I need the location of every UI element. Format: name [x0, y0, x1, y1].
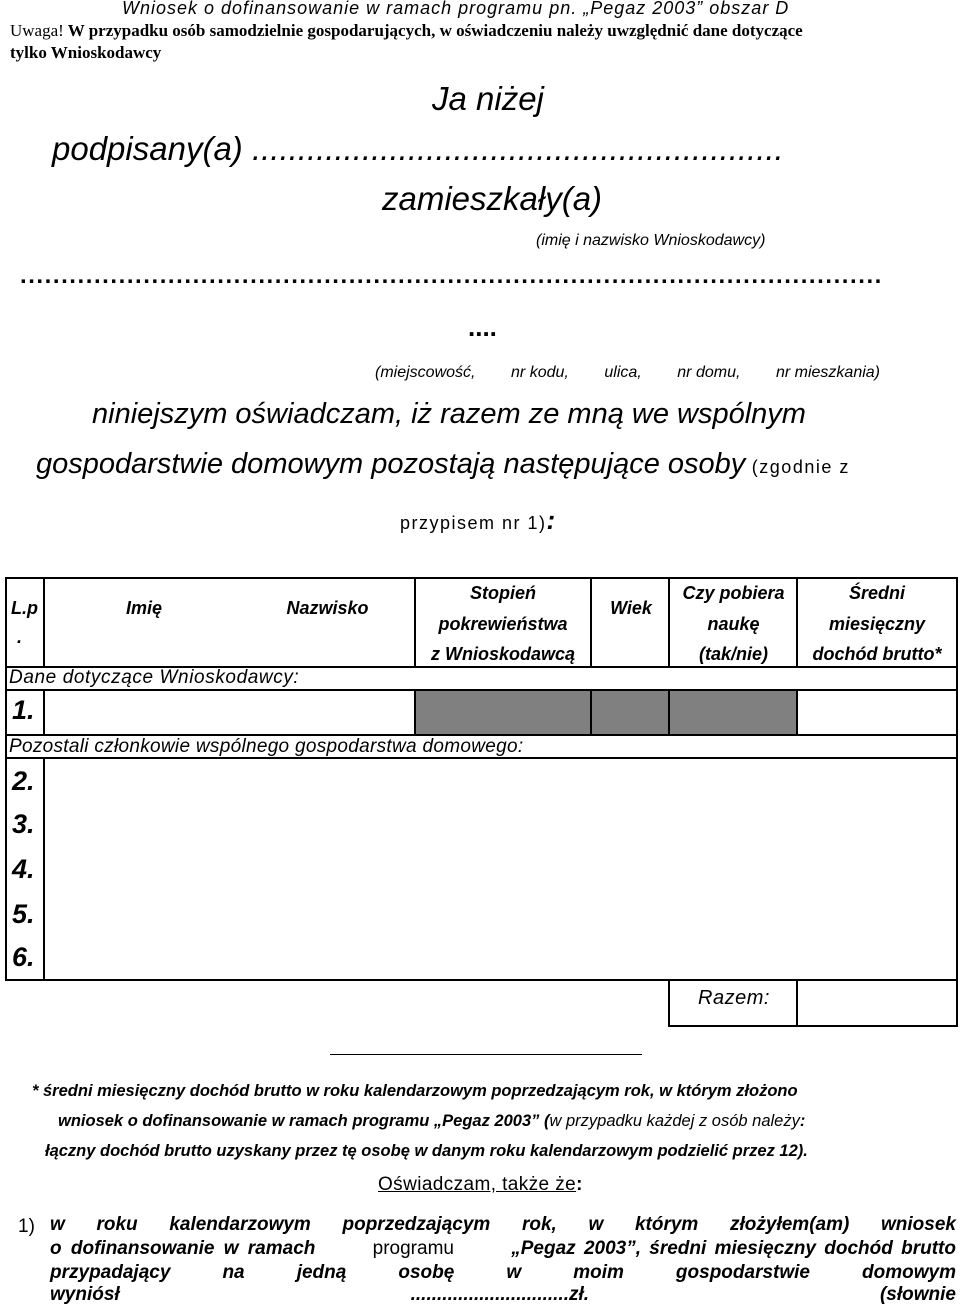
p1-line2-b: programu	[372, 1238, 454, 1259]
razem-mid-border	[796, 979, 798, 1027]
row-number: 3.	[12, 809, 35, 839]
header-imie: Imię	[125, 598, 163, 618]
address-dots: .........................................................................................................	[20, 262, 883, 289]
shaded-cell-wiek	[592, 690, 670, 735]
p1-word: jedną	[296, 1262, 347, 1283]
point-1-line-1	[50, 1214, 956, 1236]
footnote-star: *	[32, 1082, 39, 1100]
p1-word: wyniósł	[50, 1284, 120, 1305]
footnote-text-1: średni miesięczny dochód brutto w roku kalendarzowym poprzedzającym rok, w którym złożono	[38, 1082, 798, 1100]
razem-right-border	[956, 979, 958, 1027]
warning-line	[10, 21, 803, 41]
razem-left-border	[668, 979, 670, 1027]
podpisany-line: podpisany(a) ..........................................................	[52, 130, 784, 167]
header-stopien-3: z Wnioskodawcą	[430, 644, 576, 664]
p1-word: gospodarstwie	[675, 1262, 810, 1283]
hint-ulica: ulica,	[604, 364, 642, 381]
section-others-label: Pozostali członkowie wspólnego gospodarstwa domowego:	[9, 736, 524, 757]
razem-bottom-border	[668, 1025, 958, 1027]
row-number: 5.	[12, 899, 35, 929]
row-number: 1.	[12, 695, 35, 725]
header-wiek: Wiek	[610, 598, 652, 618]
row-number: 6.	[12, 942, 35, 972]
section-1-rule	[5, 689, 958, 691]
statement-line-3	[400, 505, 555, 536]
point-1-line-4	[50, 1284, 956, 1306]
point-1-line-2	[50, 1238, 956, 1260]
header-nauka-2: naukę	[707, 614, 760, 634]
p1-line2-c: „Pegaz 2003”, średni miesięczny dochód brutto	[511, 1238, 956, 1259]
p1-line2-a: o dofinansowanie w ramach	[50, 1238, 316, 1259]
p1-word: domowym	[862, 1262, 956, 1283]
p1-word: wniosek	[880, 1214, 956, 1235]
shaded-cell-nauka	[670, 690, 797, 735]
footnote-line-3: łączny dochód brutto uzyskany przez tę osobę w danym roku kalendarzowym podzielić przez 12).	[45, 1142, 808, 1160]
p1-word: osobę	[398, 1262, 455, 1283]
row-number: 2.	[12, 766, 35, 796]
statement-line-1: niniejszym oświadczam, iż razem ze mną we wspólnym	[92, 398, 806, 430]
razem-label: Razem:	[698, 987, 770, 1009]
table-bottom-rule	[5, 979, 958, 981]
hint-nr-kodu: nr kodu,	[511, 364, 569, 381]
oswiadczam-label: Oświadczam, także że	[378, 1174, 577, 1195]
section-applicant-label: Dane dotyczące Wnioskodawcy:	[9, 667, 300, 688]
warning-text: W przypadku osób samodzielnie gospodarujących, w oświadczeniu należy uwzględnić dane dotyczące	[63, 21, 803, 40]
header-lp: L.p	[11, 598, 38, 618]
header-nauka-1: Czy pobiera	[682, 583, 785, 603]
header-nazwisko: Nazwisko	[286, 598, 369, 618]
header-stopien-2: pokrewieństwa	[438, 614, 568, 634]
p1-word: na	[222, 1262, 245, 1283]
oswiadczam-colon: :	[576, 1174, 583, 1195]
footnote-text-2c: :	[799, 1112, 806, 1130]
p1-word: złożyłem(am)	[730, 1214, 850, 1235]
footnote-separator	[330, 1054, 642, 1055]
statement-line-2-text: gospodarstwie domowym pozostają następujące osoby	[36, 448, 746, 480]
hint-nr-domu: nr domu,	[677, 364, 741, 381]
p1-word: roku	[96, 1214, 138, 1235]
row1-line-shade-mid2	[668, 689, 670, 736]
shaded-cell-stopien	[415, 690, 592, 735]
p1-word: (słownie	[879, 1284, 956, 1305]
p1-word: przypadający	[50, 1262, 171, 1283]
footnote-text-2a: wniosek o dofinansowanie w ramach programu „Pegaz 2003” (	[58, 1112, 550, 1130]
warning-label: Uwaga!	[10, 21, 64, 40]
hint-miejscowosc: (miejscowość,	[375, 364, 476, 381]
oswiadczam-line	[378, 1174, 583, 1196]
statement-przypis: przypisem nr 1)	[400, 513, 547, 533]
hint-nr-mieszkania: nr mieszkania)	[775, 364, 880, 381]
form-title: Wniosek o dofinansowanie w ramach programu pn. „Pegaz 2003” obszar D	[122, 0, 790, 18]
statement-colon: :	[546, 505, 556, 535]
zamieszkaly-label: zamieszkały(a)	[382, 180, 603, 217]
address-hint	[375, 364, 880, 382]
p1-word: poprzedzającym	[342, 1214, 491, 1235]
header-lp-dot: .	[17, 627, 23, 647]
footnote-line-2	[58, 1112, 805, 1131]
footnote-line-1	[32, 1082, 798, 1101]
row1-line-lp	[43, 689, 45, 736]
header-stopien-1: Stopień	[470, 583, 536, 603]
p1-word: rok,	[521, 1214, 557, 1235]
p1-word: w	[50, 1214, 65, 1235]
ja-nizej: Ja niżej	[432, 80, 544, 117]
p1-word: moim	[573, 1262, 624, 1283]
address-dots-2: ....	[468, 312, 497, 342]
p1-amount-dots[interactable]: ..............................zł.	[410, 1284, 590, 1305]
row-number: 4.	[12, 854, 35, 884]
p1-word: w	[506, 1262, 522, 1283]
statement-note: (zgodnie z	[745, 457, 850, 477]
row1-line-shade-right	[796, 689, 798, 736]
warning-line-2: tylko Wnioskodawcy	[10, 43, 162, 62]
name-hint: (imię i nazwisko Wnioskodawcy)	[536, 232, 766, 249]
p1-word: którym	[634, 1214, 699, 1235]
rows-line-lp	[43, 757, 45, 981]
row1-line-shade-left	[414, 689, 416, 736]
header-nauka-3: (tak/nie)	[698, 644, 768, 664]
row1-line-shade-mid1	[590, 689, 592, 736]
header-dochod-2: miesięczny	[828, 614, 926, 634]
p1-word: kalendarzowym	[169, 1214, 311, 1235]
header-dochod-1: Średni	[848, 583, 905, 603]
point-1-line-3	[50, 1262, 956, 1284]
point-1-number: 1)	[18, 1216, 35, 1237]
header-dochod-3: dochód brutto*	[812, 644, 942, 664]
footnote-text-2b: w przypadku każdej z osób należy	[549, 1112, 800, 1130]
p1-word: w	[588, 1214, 604, 1235]
statement-line-2	[36, 448, 850, 481]
